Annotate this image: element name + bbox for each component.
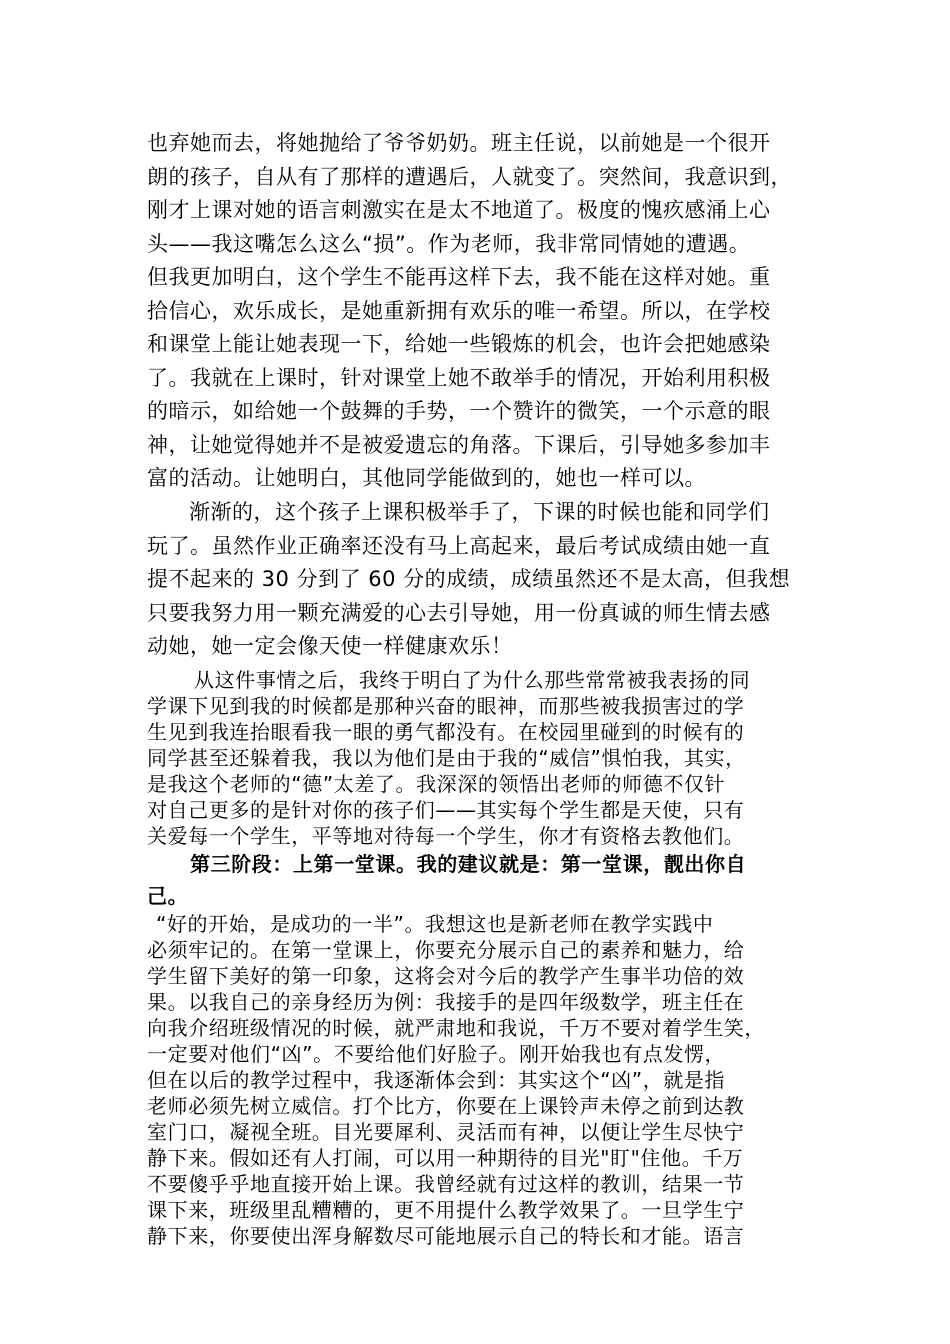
paragraph-line: 静下来。假如还有人打闹，可以用一种期待的目光"盯"住他。千万: [147, 1146, 744, 1170]
paragraph-line: 静下来，你要使出浑身解数尽可能地展示自己的特长和才能。语言: [147, 1224, 745, 1248]
paragraph-line: 学生留下美好的第一印象，这将会对今后的教学产生事半功倍的效: [147, 964, 745, 988]
paragraph-line: 从这件事情之后，我终于明白了为什么那些常常被我表扬的同: [194, 668, 751, 692]
paragraph-line: 同学甚至还躲着我，我以为他们是由于我的“威信”惧怕我，其实，: [147, 746, 746, 770]
paragraph-line: 一定要对他们“凶”。不要给他们好脸子。刚开始我也有点发愣，: [147, 1042, 726, 1066]
paragraph-line: 对自己更多的是针对你的孩子们——其实每个学生都是天使，只有: [147, 798, 745, 822]
paragraph-line: 必须牢记的。在第一堂课上，你要充分展示自己的素养和魅力，给: [147, 938, 745, 962]
paragraph-line: 果。以我自己的亲身经历为例：我接手的是四年级数学，班主任在: [147, 990, 745, 1014]
paragraph-line: 富的活动。让她明白，其他同学能做到的，她也一样可以。: [147, 466, 706, 490]
paragraph-line: 也弃她而去，将她抛给了爷爷奶奶。班主任说，以前她是一个很开: [147, 131, 771, 155]
paragraph-line: 提不起来的 30 分到了 60 分的成绩，成绩虽然还不是太高，但我想: [147, 567, 791, 591]
paragraph-line: 不要傻乎乎地直接开始上课。我曾经就有过这样的教训，结果一节: [147, 1172, 745, 1196]
paragraph-line: 朗的孩子，自从有了那样的遭遇后，人就变了。突然间，我意识到，: [147, 165, 792, 189]
paragraph-line: 向我介绍班级情况的时候，就严肃地和我说，千万不要对着学生笑，: [147, 1016, 765, 1040]
section-heading: 己。: [147, 884, 189, 908]
paragraph-line: 关爱每一个学生，平等地对待每一个学生，你才有资格去教他们。: [147, 824, 745, 848]
paragraph-line: 神，让她觉得她并不是被爱遗忘的角落。下课后，引导她多参加丰: [147, 433, 771, 457]
paragraph-line: 只要我努力用一颗充满爱的心去引导她，用一份真诚的师生情去感: [147, 601, 771, 625]
paragraph-line: 拾信心，欢乐成长，是她重新拥有欢乐的唯一希望。所以，在学校: [147, 299, 771, 323]
paragraph-line: 室门口，凝视全班。目光要犀利、灵活而有神，以便让学生尽快宁: [147, 1120, 745, 1144]
paragraph-line: 但在以后的教学过程中，我逐渐体会到：其实这个“凶”，就是指: [147, 1068, 726, 1092]
paragraph-line: 头——我这嘴怎么这么“损”。作为老师，我非常同情她的遭遇。: [147, 232, 751, 256]
paragraph-line: 是我这个老师的“德”太差了。我深深的领悟出老师的师德不仅针: [147, 772, 726, 796]
paragraph-line: 课下来，班级里乱糟糟的，更不用提什么教学效果了。一旦学生宁: [147, 1198, 745, 1222]
paragraph-line: 渐渐的，这个孩子上课积极举手了，下课的时候也能和同学们: [189, 500, 770, 524]
paragraph-line: 老师必须先树立威信。打个比方，你要在上课铃声未停之前到达教: [147, 1094, 745, 1118]
paragraph-line: 生见到我连抬眼看我一眼的勇气都没有。在校园里碰到的时候有的: [147, 720, 745, 744]
paragraph-line: 和课堂上能让她表现一下，给她一些锻炼的机会，也许会把她感染: [147, 332, 771, 356]
paragraph-line: “好的开始，是成功的一半”。我想这也是新老师在教学实践中: [156, 912, 714, 936]
section-heading: 第三阶段：上第一堂课。我的建议就是：第一堂课，靓出你自: [190, 852, 747, 876]
paragraph-line: 动她，她一定会像天使一样健康欢乐！: [147, 634, 513, 658]
paragraph-line: 玩了。虽然作业正确率还没有马上高起来，最后考试成绩由她一直: [147, 534, 771, 558]
paragraph-line: 学课下见到我的时候都是那种兴奋的眼神，而那些被我损害过的学: [147, 694, 745, 718]
paragraph-line: 刚才上课对她的语言刺激实在是太不地道了。极度的愧疚感涌上心: [147, 198, 771, 222]
paragraph-line: 但我更加明白，这个学生不能再这样下去，我不能在这样对她。重: [147, 265, 771, 289]
paragraph-line: 了。我就在上课时，针对课堂上她不敢举手的情况，开始利用积极: [147, 366, 771, 390]
paragraph-line: 的暗示，如给她一个鼓舞的手势，一个赞许的微笑，一个示意的眼: [147, 399, 771, 423]
